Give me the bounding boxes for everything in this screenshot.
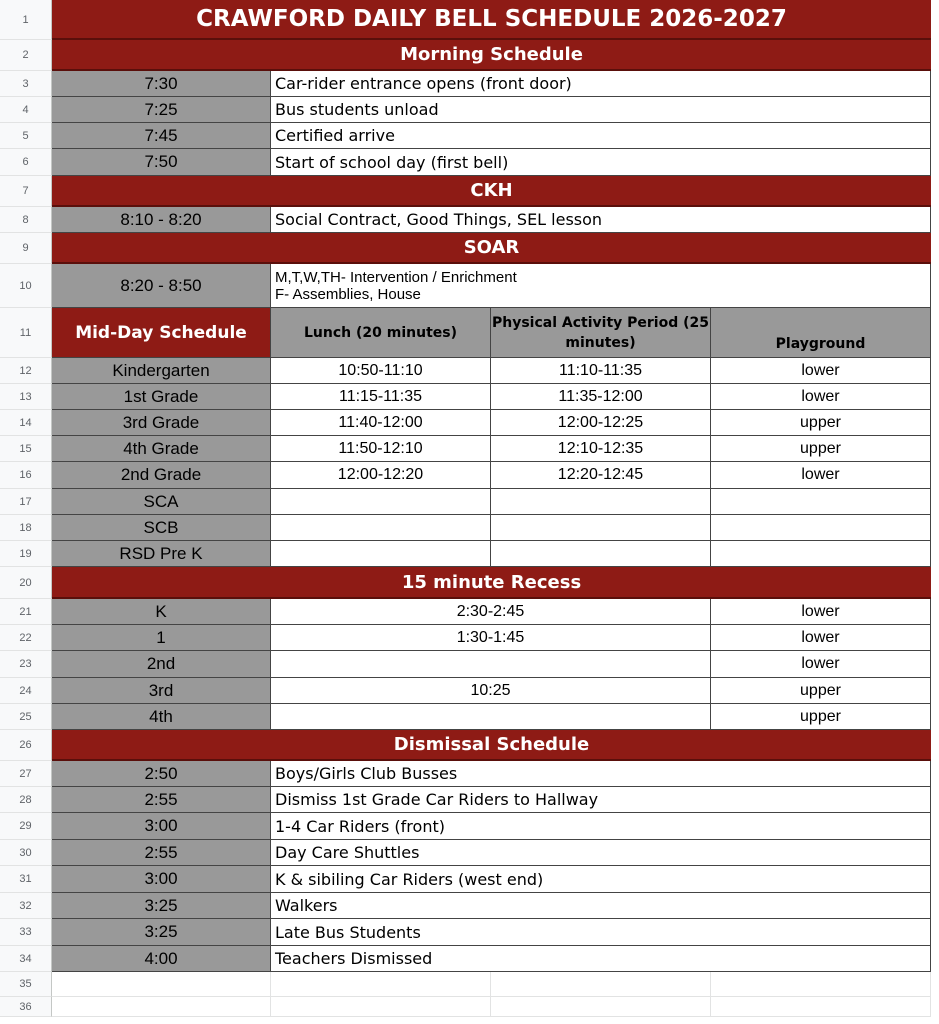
sheet-row <box>0 71 939 97</box>
row-number[interactable]: 20 <box>0 567 52 599</box>
time-cell[interactable]: 2:55 <box>52 840 271 866</box>
event-cell[interactable]: 1-4 Car Riders (front) <box>271 813 931 840</box>
row-number[interactable]: 23 <box>0 651 52 678</box>
column-header-playground[interactable]: Playground <box>711 308 931 358</box>
event-cell[interactable]: Social Contract, Good Things, SEL lesson <box>271 207 931 233</box>
row-number[interactable]: 7 <box>0 176 52 207</box>
playground-cell[interactable]: upper <box>711 436 931 462</box>
event-cell[interactable]: Car-rider entrance opens (front door) <box>271 71 931 97</box>
time-cell[interactable]: 8:10 - 8:20 <box>52 207 271 233</box>
grade-cell[interactable]: 4th <box>52 704 271 730</box>
time-cell[interactable]: 7:50 <box>52 149 271 176</box>
time-cell[interactable]: 7:25 <box>52 97 271 123</box>
event-cell[interactable]: Dismiss 1st Grade Car Riders to Hallway <box>271 787 931 813</box>
row-number[interactable]: 11 <box>0 308 52 358</box>
sheet-row <box>0 972 939 997</box>
lunch-cell[interactable] <box>271 489 491 515</box>
event-cell[interactable] <box>271 264 931 308</box>
physical-activity-cell[interactable]: 12:00-12:25 <box>491 410 711 436</box>
sheet-row <box>0 264 939 308</box>
row-number[interactable]: 19 <box>0 541 52 567</box>
dismissal-heading[interactable]: Dismissal Schedule <box>52 730 931 761</box>
grade-cell[interactable]: RSD Pre K <box>52 541 271 567</box>
row-number[interactable]: 30 <box>0 840 52 866</box>
row-number[interactable]: 5 <box>0 123 52 149</box>
grade-cell[interactable]: 4th Grade <box>52 436 271 462</box>
recess-time-cell[interactable] <box>271 651 711 678</box>
row-number[interactable]: 6 <box>0 149 52 176</box>
row-number[interactable]: 28 <box>0 787 52 813</box>
time-cell[interactable]: 3:00 <box>52 813 271 840</box>
recess-heading[interactable]: 15 minute Recess <box>52 567 931 599</box>
lunch-cell[interactable] <box>271 541 491 567</box>
sheet-row <box>0 625 939 651</box>
row-number[interactable]: 8 <box>0 207 52 233</box>
sheet-row <box>0 541 939 567</box>
playground-cell[interactable]: lower <box>711 358 931 384</box>
column-header-physical-activity[interactable]: Physical Activity Period (25 minutes) <box>491 308 711 358</box>
recess-time-cell[interactable]: 10:25 <box>271 678 711 704</box>
column-header-lunch[interactable]: Lunch (20 minutes) <box>271 308 491 358</box>
playground-cell[interactable] <box>711 515 931 541</box>
row-number[interactable]: 14 <box>0 410 52 436</box>
row-number[interactable]: 16 <box>0 462 52 489</box>
sheet-row <box>0 919 939 946</box>
row-number[interactable]: 1 <box>0 0 52 40</box>
sheet-row <box>0 97 939 123</box>
row-number[interactable]: 18 <box>0 515 52 541</box>
sheet-row <box>0 0 939 40</box>
time-cell[interactable]: 8:20 - 8:50 <box>52 264 271 308</box>
time-cell[interactable]: 4:00 <box>52 946 271 972</box>
grade-cell[interactable]: 1st Grade <box>52 384 271 410</box>
row-number[interactable]: 4 <box>0 97 52 123</box>
empty-cell[interactable] <box>711 972 931 997</box>
grade-cell[interactable]: K <box>52 599 271 625</box>
sheet-row <box>0 840 939 866</box>
row-number[interactable]: 35 <box>0 972 52 997</box>
sheet-row <box>0 761 939 787</box>
recess-time-cell[interactable]: 2:30-2:45 <box>271 599 711 625</box>
time-cell[interactable]: 2:50 <box>52 761 271 787</box>
lunch-cell[interactable] <box>271 515 491 541</box>
grade-cell[interactable]: SCB <box>52 515 271 541</box>
grade-cell[interactable]: 2nd <box>52 651 271 678</box>
sheet-row <box>0 704 939 730</box>
sheet-row <box>0 599 939 625</box>
sheet-row <box>0 176 939 207</box>
sheet-row <box>0 462 939 489</box>
sheet-title[interactable]: CRAWFORD DAILY BELL SCHEDULE 2026-2027 <box>52 0 931 40</box>
row-number[interactable]: 3 <box>0 71 52 97</box>
sheet-row <box>0 866 939 893</box>
sheet-row <box>0 946 939 972</box>
physical-activity-cell[interactable] <box>491 541 711 567</box>
sheet-row <box>0 358 939 384</box>
event-cell[interactable]: Bus students unload <box>271 97 931 123</box>
lunch-cell[interactable]: 11:40-12:00 <box>271 410 491 436</box>
event-cell[interactable]: Certified arrive <box>271 123 931 149</box>
row-number[interactable]: 31 <box>0 866 52 893</box>
time-cell[interactable]: 7:30 <box>52 71 271 97</box>
row-number[interactable]: 2 <box>0 40 52 71</box>
empty-cell[interactable] <box>711 997 931 1017</box>
empty-cell[interactable] <box>491 972 711 997</box>
empty-cell[interactable] <box>52 972 271 997</box>
sheet-row <box>0 123 939 149</box>
row-number[interactable]: 9 <box>0 233 52 264</box>
sheet-row <box>0 678 939 704</box>
empty-cell[interactable] <box>52 997 271 1017</box>
row-number[interactable]: 24 <box>0 678 52 704</box>
sheet-row <box>0 436 939 462</box>
lunch-cell[interactable]: 11:15-11:35 <box>271 384 491 410</box>
empty-cell[interactable] <box>271 972 491 997</box>
soar-line-2: F- Assemblies, House <box>275 285 421 303</box>
grade-cell[interactable]: 2nd Grade <box>52 462 271 489</box>
playground-cell[interactable]: upper <box>711 410 931 436</box>
sheet-row <box>0 515 939 541</box>
soar-line-1: M,T,W,TH- Intervention / Enrichment <box>275 268 517 286</box>
physical-activity-cell[interactable]: 11:10-11:35 <box>491 358 711 384</box>
row-number[interactable]: 13 <box>0 384 52 410</box>
row-number[interactable]: 12 <box>0 358 52 384</box>
lunch-cell[interactable]: 12:00-12:20 <box>271 462 491 489</box>
playground-cell[interactable]: upper <box>711 704 931 730</box>
event-cell[interactable]: Start of school day (first bell) <box>271 149 931 176</box>
sheet-row <box>0 149 939 176</box>
time-cell[interactable]: 3:00 <box>52 866 271 893</box>
row-number[interactable]: 29 <box>0 813 52 840</box>
lunch-cell[interactable]: 10:50-11:10 <box>271 358 491 384</box>
playground-cell[interactable] <box>711 489 931 515</box>
midday-heading[interactable]: Mid-Day Schedule <box>52 308 271 358</box>
row-number[interactable]: 33 <box>0 919 52 946</box>
event-cell[interactable]: Boys/Girls Club Busses <box>271 761 931 787</box>
row-number[interactable]: 34 <box>0 946 52 972</box>
sheet-row <box>0 489 939 515</box>
physical-activity-cell[interactable] <box>491 515 711 541</box>
grade-cell[interactable]: 3rd Grade <box>52 410 271 436</box>
sheet-row <box>0 893 939 919</box>
physical-activity-cell[interactable] <box>491 489 711 515</box>
sheet-row <box>0 384 939 410</box>
playground-cell[interactable] <box>711 541 931 567</box>
row-number[interactable]: 25 <box>0 704 52 730</box>
row-number[interactable]: 36 <box>0 997 52 1017</box>
sheet-row <box>0 233 939 264</box>
row-number[interactable]: 32 <box>0 893 52 919</box>
row-number[interactable]: 15 <box>0 436 52 462</box>
playground-cell[interactable]: lower <box>711 384 931 410</box>
row-number[interactable]: 22 <box>0 625 52 651</box>
playground-cell[interactable]: lower <box>711 462 931 489</box>
morning-heading[interactable]: Morning Schedule <box>52 40 931 71</box>
empty-cell[interactable] <box>271 997 491 1017</box>
recess-time-cell[interactable]: 1:30-1:45 <box>271 625 711 651</box>
sheet-row <box>0 787 939 813</box>
sheet-row <box>0 567 939 599</box>
event-cell[interactable]: K & sibiling Car Riders (west end) <box>271 866 931 893</box>
row-number[interactable]: 17 <box>0 489 52 515</box>
sheet-row <box>0 308 939 358</box>
sheet-row <box>0 651 939 678</box>
sheet-row <box>0 997 939 1017</box>
playground-cell[interactable]: upper <box>711 678 931 704</box>
sheet-row <box>0 40 939 71</box>
ckh-heading[interactable]: CKH <box>52 176 931 207</box>
row-number[interactable]: 21 <box>0 599 52 625</box>
recess-time-cell[interactable] <box>271 704 711 730</box>
playground-cell[interactable]: lower <box>711 599 931 625</box>
grade-cell[interactable]: 1 <box>52 625 271 651</box>
lunch-cell[interactable]: 11:50-12:10 <box>271 436 491 462</box>
soar-heading[interactable]: SOAR <box>52 233 931 264</box>
row-number[interactable]: 26 <box>0 730 52 761</box>
sheet-row <box>0 410 939 436</box>
time-cell[interactable]: 3:25 <box>52 919 271 946</box>
playground-cell[interactable]: lower <box>711 651 931 678</box>
physical-activity-cell[interactable]: 12:20-12:45 <box>491 462 711 489</box>
physical-activity-cell[interactable]: 11:35-12:00 <box>491 384 711 410</box>
sheet-row <box>0 813 939 840</box>
event-cell[interactable]: Day Care Shuttles <box>271 840 931 866</box>
time-cell[interactable]: 2:55 <box>52 787 271 813</box>
time-cell[interactable]: 3:25 <box>52 893 271 919</box>
row-number[interactable]: 10 <box>0 264 52 308</box>
grade-cell[interactable]: SCA <box>52 489 271 515</box>
sheet-row <box>0 207 939 233</box>
sheet-row <box>0 730 939 761</box>
event-cell[interactable]: Teachers Dismissed <box>271 946 931 972</box>
playground-cell[interactable]: lower <box>711 625 931 651</box>
empty-cell[interactable] <box>491 997 711 1017</box>
grade-cell[interactable]: 3rd <box>52 678 271 704</box>
physical-activity-cell[interactable]: 12:10-12:35 <box>491 436 711 462</box>
time-cell[interactable]: 7:45 <box>52 123 271 149</box>
row-number[interactable]: 27 <box>0 761 52 787</box>
grade-cell[interactable]: Kindergarten <box>52 358 271 384</box>
event-cell[interactable]: Walkers <box>271 893 931 919</box>
event-cell[interactable]: Late Bus Students <box>271 919 931 946</box>
